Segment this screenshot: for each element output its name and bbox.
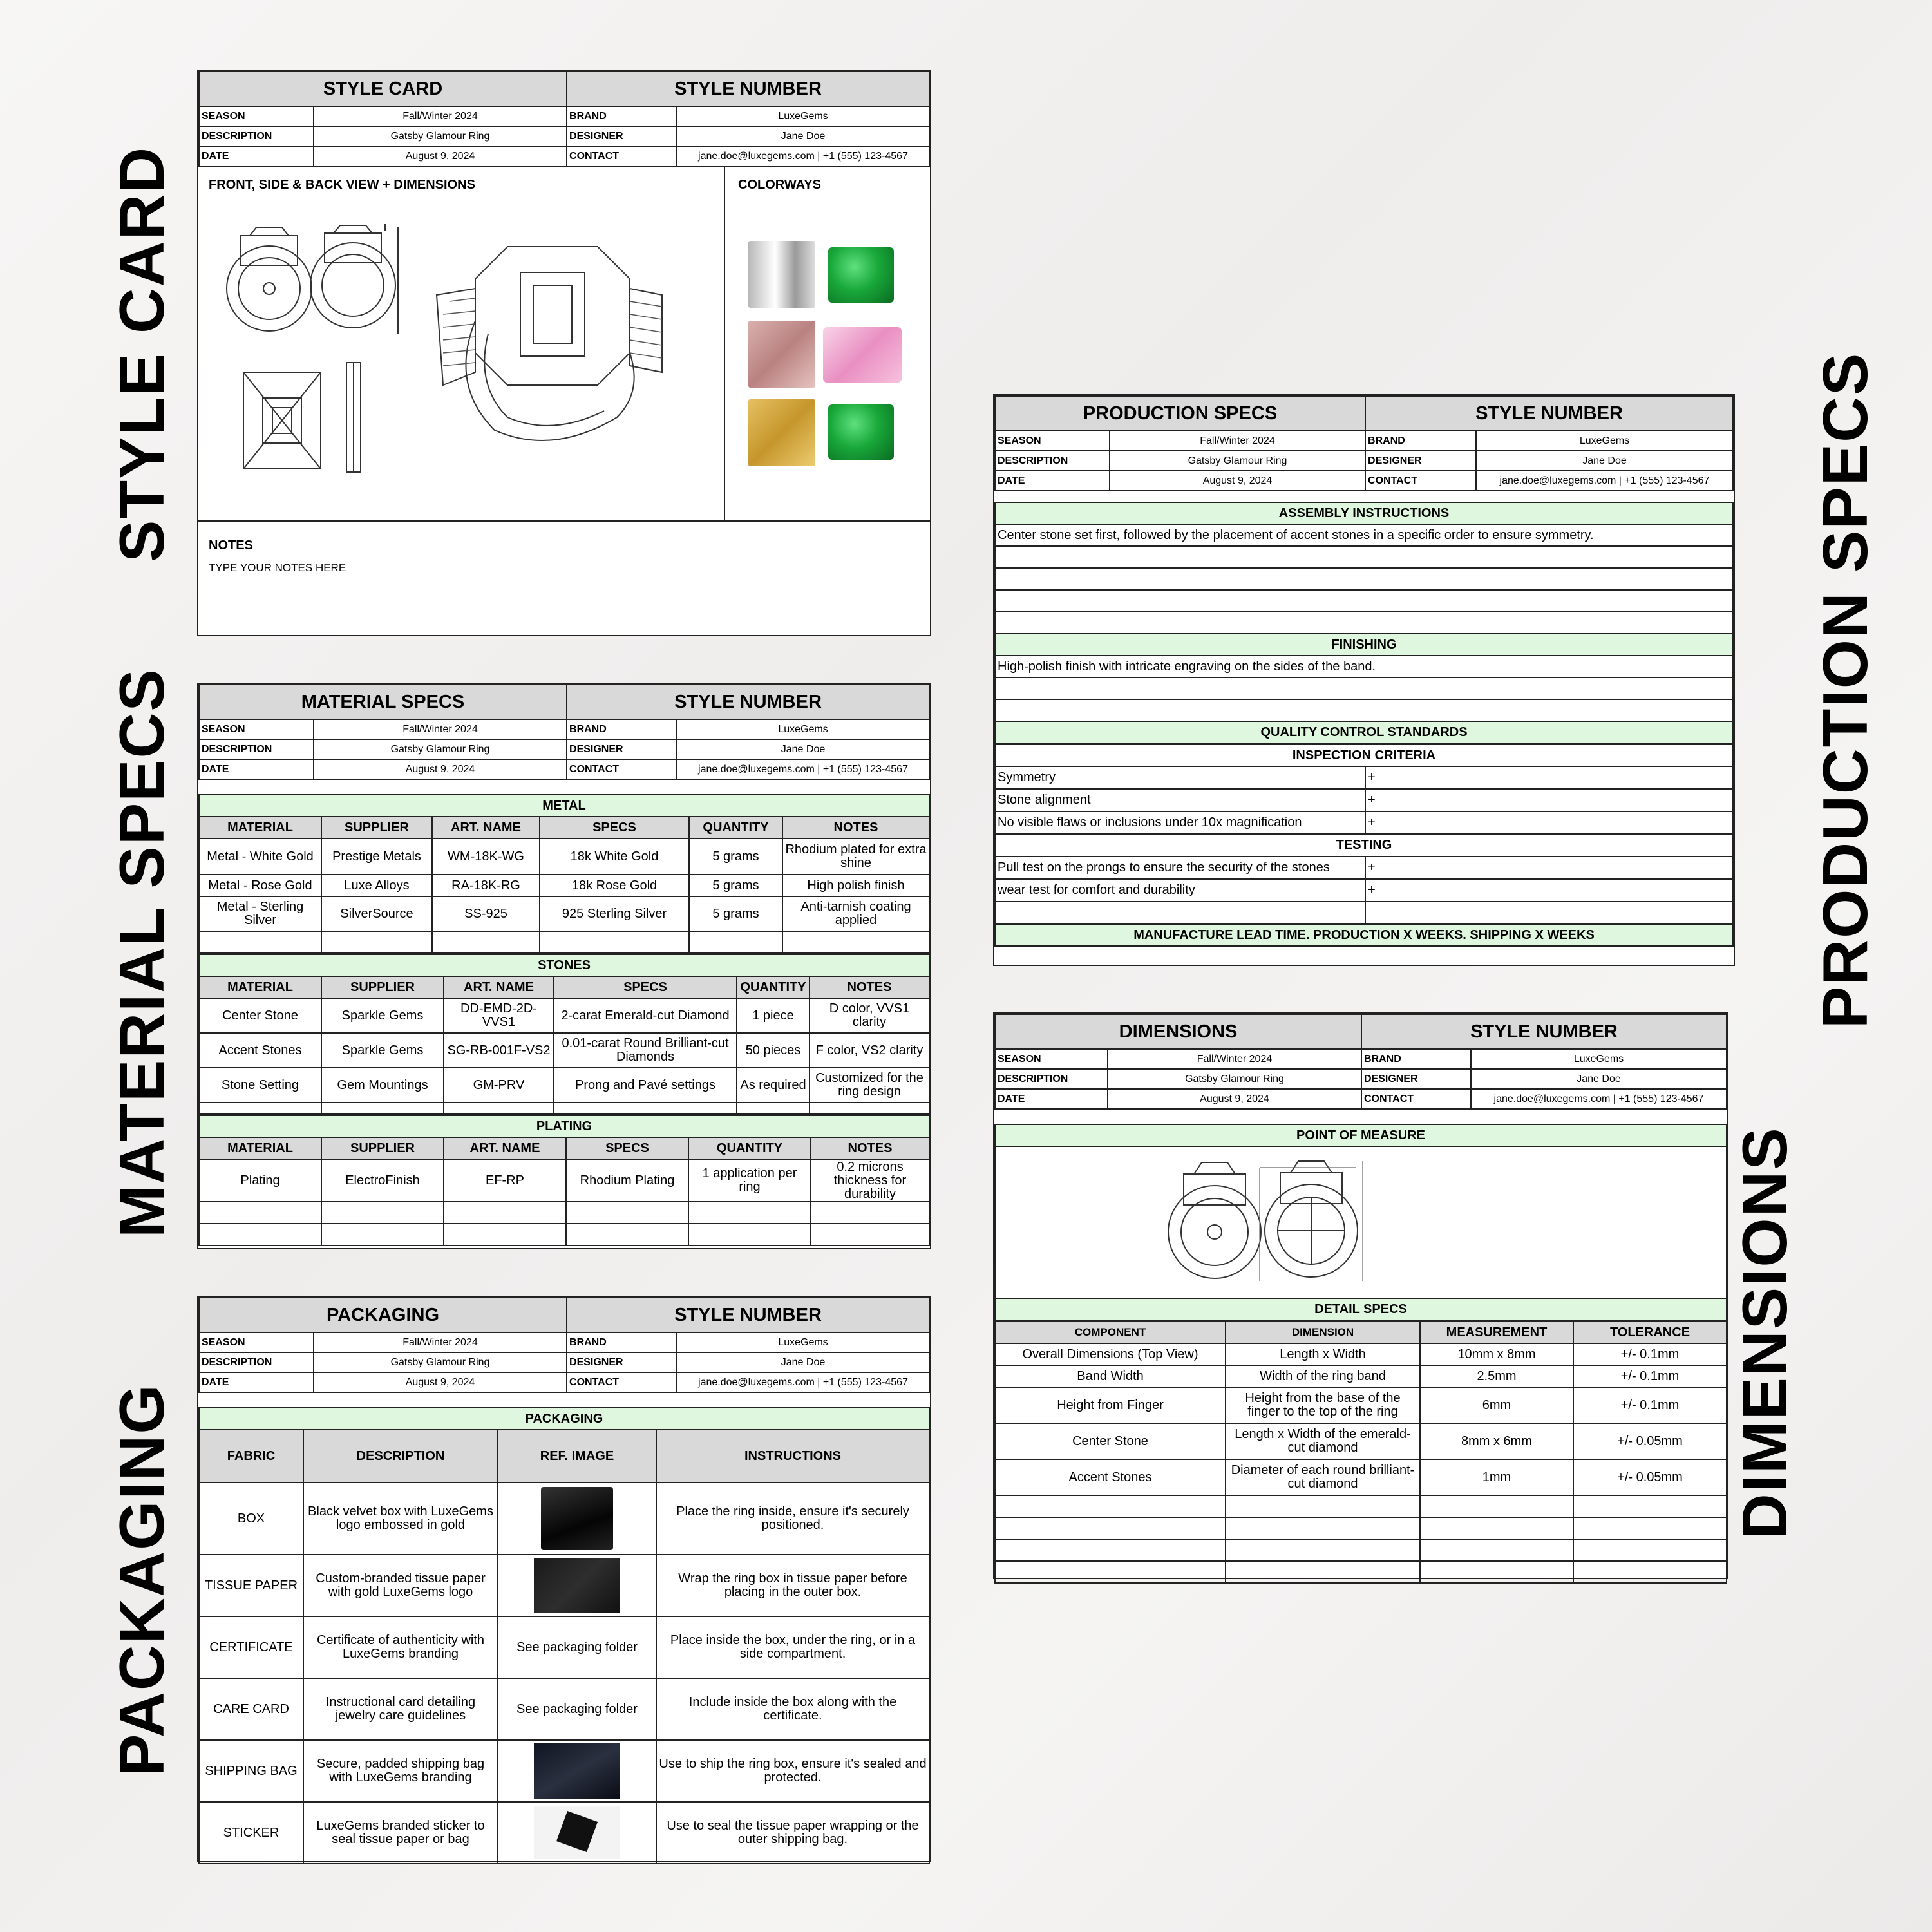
cell: Band Width: [995, 1365, 1226, 1387]
date-value: August 9, 2024: [314, 759, 567, 779]
cell: +/- 0.1mm: [1573, 1365, 1727, 1387]
season-value: Fall/Winter 2024: [1110, 431, 1365, 451]
packaging-section-label: PACKAGING: [199, 1408, 929, 1430]
designer-label: DESIGNER: [1361, 1069, 1471, 1089]
side-title-production-specs: PRODUCTION SPECS: [1810, 352, 1880, 1028]
season-value: Fall/Winter 2024: [314, 1332, 567, 1352]
contact-value: jane.doe@luxegems.com | +1 (555) 123-4567: [1476, 471, 1733, 491]
packaging-sheet: [197, 1296, 931, 1862]
col-specs: SPECS: [554, 976, 737, 998]
col-specs: SPECS: [566, 1137, 688, 1159]
brand-value: LuxeGems: [1476, 431, 1733, 451]
cell: Overall Dimensions (Top View): [995, 1343, 1226, 1365]
description-label: DESCRIPTION: [199, 739, 314, 759]
qc-label: QUALITY CONTROL STANDARDS: [995, 721, 1733, 743]
cell: CARE CARD: [199, 1678, 303, 1740]
finishing-label: FINISHING: [995, 634, 1733, 656]
season-label: SEASON: [199, 106, 314, 126]
date-label: DATE: [199, 759, 314, 779]
style-number-label: STYLE NUMBER: [1361, 1014, 1727, 1049]
col-supplier: SUPPLIER: [321, 817, 432, 838]
ring-sketch: [218, 224, 707, 495]
production-header: [994, 395, 1734, 491]
col-art-name: ART. NAME: [444, 976, 554, 998]
date-value: August 9, 2024: [314, 1372, 567, 1392]
notes-field[interactable]: TYPE YOUR NOTES HERE: [209, 562, 346, 574]
pom-label: POINT OF MEASURE: [995, 1124, 1727, 1146]
gem-emerald-1: [828, 247, 894, 303]
contact-label: CONTACT: [567, 759, 677, 779]
metal-section-label: METAL: [199, 795, 929, 817]
table-row: [995, 1495, 1727, 1517]
ref-image-box: [498, 1482, 656, 1555]
contact-value: jane.doe@luxegems.com | +1 (555) 123-4567: [677, 759, 929, 779]
table-row: [995, 766, 1733, 789]
swatch-white-gold: [748, 241, 815, 308]
cell: 5 grams: [689, 875, 782, 896]
cell: Place the ring inside, ensure it's securely positioned.: [656, 1482, 929, 1555]
cell: As required: [737, 1068, 810, 1103]
cell: Plating: [199, 1159, 321, 1202]
cell: Metal - White Gold: [199, 838, 321, 875]
cell: F color, VS2 clarity: [810, 1033, 929, 1068]
cell: Secure, padded shipping bag with LuxeGems branding: [303, 1740, 498, 1802]
ref-image-sticker: [498, 1802, 656, 1864]
cell: Sparkle Gems: [321, 998, 444, 1033]
cell: Center Stone: [199, 998, 321, 1033]
description-value: Gatsby Glamour Ring: [1108, 1069, 1361, 1089]
cell: LuxeGems branded sticker to seal tissue paper or bag: [303, 1802, 498, 1864]
cell: +: [1365, 811, 1733, 834]
cell: 5 grams: [689, 896, 782, 931]
col-material: MATERIAL: [199, 817, 321, 838]
inspection-label: INSPECTION CRITERIA: [995, 744, 1733, 766]
season-label: SEASON: [199, 719, 314, 739]
cell: Sparkle Gems: [321, 1033, 444, 1068]
description-value: Gatsby Glamour Ring: [314, 1352, 567, 1372]
brand-value: LuxeGems: [677, 1332, 929, 1352]
cell: 6mm: [1420, 1387, 1573, 1423]
col-notes: NOTES: [782, 817, 929, 838]
cell: Place inside the box, under the ring, or in a side compartment.: [656, 1616, 929, 1678]
description-label: DESCRIPTION: [995, 1069, 1108, 1089]
table-row: [995, 879, 1733, 902]
brand-value: LuxeGems: [1471, 1049, 1727, 1069]
table-row: [199, 1033, 929, 1068]
table-row: [199, 1068, 929, 1103]
views-label: FRONT, SIDE & BACK VIEW + DIMENSIONS: [209, 178, 475, 192]
cell: Accent Stones: [199, 1033, 321, 1068]
stones-table: [198, 954, 930, 1115]
col-supplier: SUPPLIER: [321, 1137, 444, 1159]
cell: STICKER: [199, 1802, 303, 1864]
views-panel: [198, 166, 725, 522]
table-row: [199, 1103, 929, 1114]
date-label: DATE: [995, 1089, 1108, 1109]
contact-label: CONTACT: [1361, 1089, 1471, 1109]
description-label: DESCRIPTION: [995, 451, 1110, 471]
table-row: [199, 1802, 929, 1864]
table-row: [995, 857, 1733, 879]
table-row: [199, 1482, 929, 1555]
date-value: August 9, 2024: [1108, 1089, 1361, 1109]
plating-section-label: PLATING: [199, 1115, 929, 1137]
col-material: MATERIAL: [199, 1137, 321, 1159]
cell: 1mm: [1420, 1459, 1573, 1495]
side-title-dimensions: DIMENSIONS: [1729, 1126, 1800, 1539]
cell: +: [1365, 766, 1733, 789]
col-instructions: INSTRUCTIONS: [656, 1430, 929, 1482]
brand-label: BRAND: [567, 106, 677, 126]
contact-value: jane.doe@luxegems.com | +1 (555) 123-4567: [677, 1372, 929, 1392]
cell: SS-925: [432, 896, 540, 931]
finishing-text: High-polish finish with intricate engraving on the sides of the band.: [995, 656, 1733, 677]
table-row: [995, 1387, 1727, 1423]
cell: Height from the base of the finger to the top of the ring: [1226, 1387, 1420, 1423]
cell: Luxe Alloys: [321, 875, 432, 896]
table-row: [199, 931, 929, 953]
col-component: COMPONENT: [995, 1321, 1226, 1343]
description-label: DESCRIPTION: [199, 1352, 314, 1372]
cell: 0.01-carat Round Brilliant-cut Diamonds: [554, 1033, 737, 1068]
table-row: [995, 1561, 1727, 1583]
table-row: [995, 789, 1733, 811]
cell: +: [1365, 789, 1733, 811]
detail-specs-table: [994, 1321, 1727, 1584]
season-label: SEASON: [199, 1332, 314, 1352]
assembly-table: [994, 502, 1734, 744]
col-notes: NOTES: [810, 976, 929, 998]
cell: +: [1365, 857, 1733, 879]
col-quantity: QUANTITY: [688, 1137, 811, 1159]
table-row: [995, 1517, 1727, 1539]
designer-label: DESIGNER: [567, 1352, 677, 1372]
style-number-label: STYLE NUMBER: [567, 71, 929, 106]
col-dimension: DIMENSION: [1226, 1321, 1420, 1343]
gem-emerald-2: [828, 404, 894, 460]
cell: Use to seal the tissue paper wrapping or the outer shipping bag.: [656, 1802, 929, 1864]
style-card-sheet: [197, 70, 931, 636]
col-measurement: MEASUREMENT: [1420, 1321, 1573, 1343]
description-value: Gatsby Glamour Ring: [314, 739, 567, 759]
cell: 18k White Gold: [540, 838, 689, 875]
table-row: [199, 1616, 929, 1678]
contact-label: CONTACT: [1365, 471, 1476, 491]
cell: Instructional card detailing jewelry care guidelines: [303, 1678, 498, 1740]
cell: SG-RB-001F-VS2: [444, 1033, 554, 1068]
cell: Height from Finger: [995, 1387, 1226, 1423]
cell: Diameter of each round brilliant-cut diamond: [1226, 1459, 1420, 1495]
cell: High polish finish: [782, 875, 929, 896]
designer-label: DESIGNER: [567, 126, 677, 146]
cell: +/- 0.1mm: [1573, 1343, 1727, 1365]
brand-value: LuxeGems: [677, 719, 929, 739]
date-value: August 9, 2024: [314, 146, 567, 166]
cell: Prong and Pavé settings: [554, 1068, 737, 1103]
dimensions-sheet: [993, 1012, 1728, 1579]
cell: +: [1365, 879, 1733, 902]
col-notes: NOTES: [811, 1137, 929, 1159]
table-row: [995, 1365, 1727, 1387]
table-row: [199, 1159, 929, 1202]
style-card-title: STYLE CARD: [199, 71, 567, 106]
cell: Anti-tarnish coating applied: [782, 896, 929, 931]
table-row: [995, 1459, 1727, 1495]
table-row: [199, 998, 929, 1033]
swatch-yellow-gold: [748, 399, 815, 466]
cell: Black velvet box with LuxeGems logo embossed in gold: [303, 1482, 498, 1555]
cell: 10mm x 8mm: [1420, 1343, 1573, 1365]
cell: TISSUE PAPER: [199, 1555, 303, 1616]
pom-sketch-cell: [995, 1146, 1727, 1298]
swatch-rose-gold: [748, 321, 815, 388]
date-label: DATE: [199, 1372, 314, 1392]
dimensions-header: [994, 1014, 1727, 1110]
style-number-label: STYLE NUMBER: [567, 1298, 929, 1332]
cell: 2-carat Emerald-cut Diamond: [554, 998, 737, 1033]
table-row: [995, 1423, 1727, 1459]
cell: Metal - Rose Gold: [199, 875, 321, 896]
table-row: [995, 1343, 1727, 1365]
col-fabric: FABRIC: [199, 1430, 303, 1482]
col-description: DESCRIPTION: [303, 1430, 498, 1482]
cell: DD-EMD-2D-VVS1: [444, 998, 554, 1033]
colorways-label: COLORWAYS: [738, 178, 821, 192]
season-value: Fall/Winter 2024: [314, 719, 567, 739]
assembly-text: Center stone set first, followed by the placement of accent stones in a specific order to ensure symmetry.: [995, 524, 1733, 546]
table-row: [199, 1555, 929, 1616]
cell: ElectroFinish: [321, 1159, 444, 1202]
cell: Include inside the box along with the certificate.: [656, 1678, 929, 1740]
table-row: [199, 1740, 929, 1802]
col-tolerance: TOLERANCE: [1573, 1321, 1727, 1343]
table-row: [199, 1202, 929, 1224]
cell: WM-18K-WG: [432, 838, 540, 875]
designer-value: Jane Doe: [677, 739, 929, 759]
side-title-packaging: PACKAGING: [106, 1383, 177, 1776]
cell: 1 application per ring: [688, 1159, 811, 1202]
cell: 18k Rose Gold: [540, 875, 689, 896]
detail-specs-label: DETAIL SPECS: [995, 1298, 1727, 1320]
cell: +/- 0.05mm: [1573, 1423, 1727, 1459]
style-card-header: [198, 71, 930, 167]
production-specs-sheet: [993, 394, 1735, 966]
brand-label: BRAND: [567, 1332, 677, 1352]
cell: EF-RP: [444, 1159, 566, 1202]
cell: Metal - Sterling Silver: [199, 896, 321, 931]
season-label: SEASON: [995, 431, 1110, 451]
table-row: [199, 896, 929, 931]
brand-value: LuxeGems: [677, 106, 929, 126]
date-label: DATE: [995, 471, 1110, 491]
cell: Width of the ring band: [1226, 1365, 1420, 1387]
date-label: DATE: [199, 146, 314, 166]
stones-section-label: STONES: [199, 954, 929, 976]
packaging-header: [198, 1297, 930, 1393]
packaging-table: [198, 1407, 930, 1864]
cell: SHIPPING BAG: [199, 1740, 303, 1802]
cell: Use to ship the ring box, ensure it's sealed and protected.: [656, 1740, 929, 1802]
contact-label: CONTACT: [567, 146, 677, 166]
cell: 1 piece: [737, 998, 810, 1033]
ref-image-tissue: [498, 1555, 656, 1616]
cell: Stone alignment: [995, 789, 1365, 811]
designer-value: Jane Doe: [677, 1352, 929, 1372]
material-header: [198, 684, 930, 780]
cell: 0.2 microns thickness for durability: [811, 1159, 929, 1202]
cell: Certificate of authenticity with LuxeGems branding: [303, 1616, 498, 1678]
designer-value: Jane Doe: [1476, 451, 1733, 471]
table-row: [199, 1224, 929, 1245]
cell: Prestige Metals: [321, 838, 432, 875]
season-label: SEASON: [995, 1049, 1108, 1069]
col-quantity: QUANTITY: [737, 976, 810, 998]
cell: See packaging folder: [498, 1616, 656, 1678]
designer-label: DESIGNER: [1365, 451, 1476, 471]
description-value: Gatsby Glamour Ring: [1110, 451, 1365, 471]
cell: Length x Width of the emerald-cut diamond: [1226, 1423, 1420, 1459]
cell: No visible flaws or inclusions under 10x magnification: [995, 811, 1365, 834]
colorways-panel: [725, 166, 931, 522]
style-number-label: STYLE NUMBER: [567, 685, 929, 719]
cell: Custom-branded tissue paper with gold LuxeGems logo: [303, 1555, 498, 1616]
cell: wear test for comfort and durability: [995, 879, 1365, 902]
cell: 925 Sterling Silver: [540, 896, 689, 931]
col-art-name: ART. NAME: [432, 817, 540, 838]
table-row: [199, 838, 929, 875]
contact-value: jane.doe@luxegems.com | +1 (555) 123-4567: [677, 146, 929, 166]
description-label: DESCRIPTION: [199, 126, 314, 146]
designer-value: Jane Doe: [1471, 1069, 1727, 1089]
assembly-label: ASSEMBLY INSTRUCTIONS: [995, 502, 1733, 524]
production-title: PRODUCTION SPECS: [995, 396, 1365, 431]
cell: BOX: [199, 1482, 303, 1555]
cell: RA-18K-RG: [432, 875, 540, 896]
side-title-style-card: STYLE CARD: [106, 146, 177, 562]
table-row: [995, 1539, 1727, 1561]
cell: See packaging folder: [498, 1678, 656, 1740]
cell: Stone Setting: [199, 1068, 321, 1103]
contact-label: CONTACT: [567, 1372, 677, 1392]
contact-value: jane.doe@luxegems.com | +1 (555) 123-4567: [1471, 1089, 1727, 1109]
col-supplier: SUPPLIER: [321, 976, 444, 998]
cell: Pull test on the prongs to ensure the security of the stones: [995, 857, 1365, 879]
table-row: [199, 875, 929, 896]
brand-label: BRAND: [1361, 1049, 1471, 1069]
packaging-title: PACKAGING: [199, 1298, 567, 1332]
ref-image-bag: [498, 1740, 656, 1802]
plating-table: [198, 1115, 930, 1246]
gem-pink-sapphire: [823, 327, 902, 383]
cell: +/- 0.1mm: [1573, 1387, 1727, 1423]
cell: Customized for the ring design: [810, 1068, 929, 1103]
col-art-name: ART. NAME: [444, 1137, 566, 1159]
cell: 8mm x 6mm: [1420, 1423, 1573, 1459]
pom-table: [994, 1124, 1727, 1321]
cell: Rhodium Plating: [566, 1159, 688, 1202]
cell: SilverSource: [321, 896, 432, 931]
pom-ring-sketch: [1163, 1155, 1408, 1290]
material-specs-sheet: [197, 683, 931, 1249]
col-quantity: QUANTITY: [689, 817, 782, 838]
date-value: August 9, 2024: [1110, 471, 1365, 491]
cell: Symmetry: [995, 766, 1365, 789]
cell: CERTIFICATE: [199, 1616, 303, 1678]
lead-time-label: MANUFACTURE LEAD TIME. PRODUCTION X WEEKS. SHIPPING X WEEKS: [995, 924, 1733, 946]
qc-table: [994, 744, 1734, 947]
cell: 5 grams: [689, 838, 782, 875]
col-ref-image: REF. IMAGE: [498, 1430, 656, 1482]
description-value: Gatsby Glamour Ring: [314, 126, 567, 146]
side-title-material-specs: MATERIAL SPECS: [106, 668, 177, 1238]
col-specs: SPECS: [540, 817, 689, 838]
cell: Length x Width: [1226, 1343, 1420, 1365]
brand-label: BRAND: [567, 719, 677, 739]
cell: Rhodium plated for extra shine: [782, 838, 929, 875]
style-number-label: STYLE NUMBER: [1365, 396, 1733, 431]
cell: Wrap the ring box in tissue paper before placing in the outer box.: [656, 1555, 929, 1616]
cell: 2.5mm: [1420, 1365, 1573, 1387]
dimensions-title: DIMENSIONS: [995, 1014, 1361, 1049]
cell: GM-PRV: [444, 1068, 554, 1103]
designer-value: Jane Doe: [677, 126, 929, 146]
notes-label: NOTES: [209, 538, 253, 553]
material-title: MATERIAL SPECS: [199, 685, 567, 719]
notes-panel: [198, 522, 931, 636]
metal-table: [198, 794, 930, 954]
cell: Accent Stones: [995, 1459, 1226, 1495]
table-row: [199, 1678, 929, 1740]
testing-label: TESTING: [995, 834, 1733, 857]
cell: D color, VVS1 clarity: [810, 998, 929, 1033]
designer-label: DESIGNER: [567, 739, 677, 759]
brand-label: BRAND: [1365, 431, 1476, 451]
season-value: Fall/Winter 2024: [314, 106, 567, 126]
cell: Gem Mountings: [321, 1068, 444, 1103]
season-value: Fall/Winter 2024: [1108, 1049, 1361, 1069]
col-material: MATERIAL: [199, 976, 321, 998]
table-row: [995, 811, 1733, 834]
cell: Center Stone: [995, 1423, 1226, 1459]
cell: 50 pieces: [737, 1033, 810, 1068]
cell: +/- 0.05mm: [1573, 1459, 1727, 1495]
